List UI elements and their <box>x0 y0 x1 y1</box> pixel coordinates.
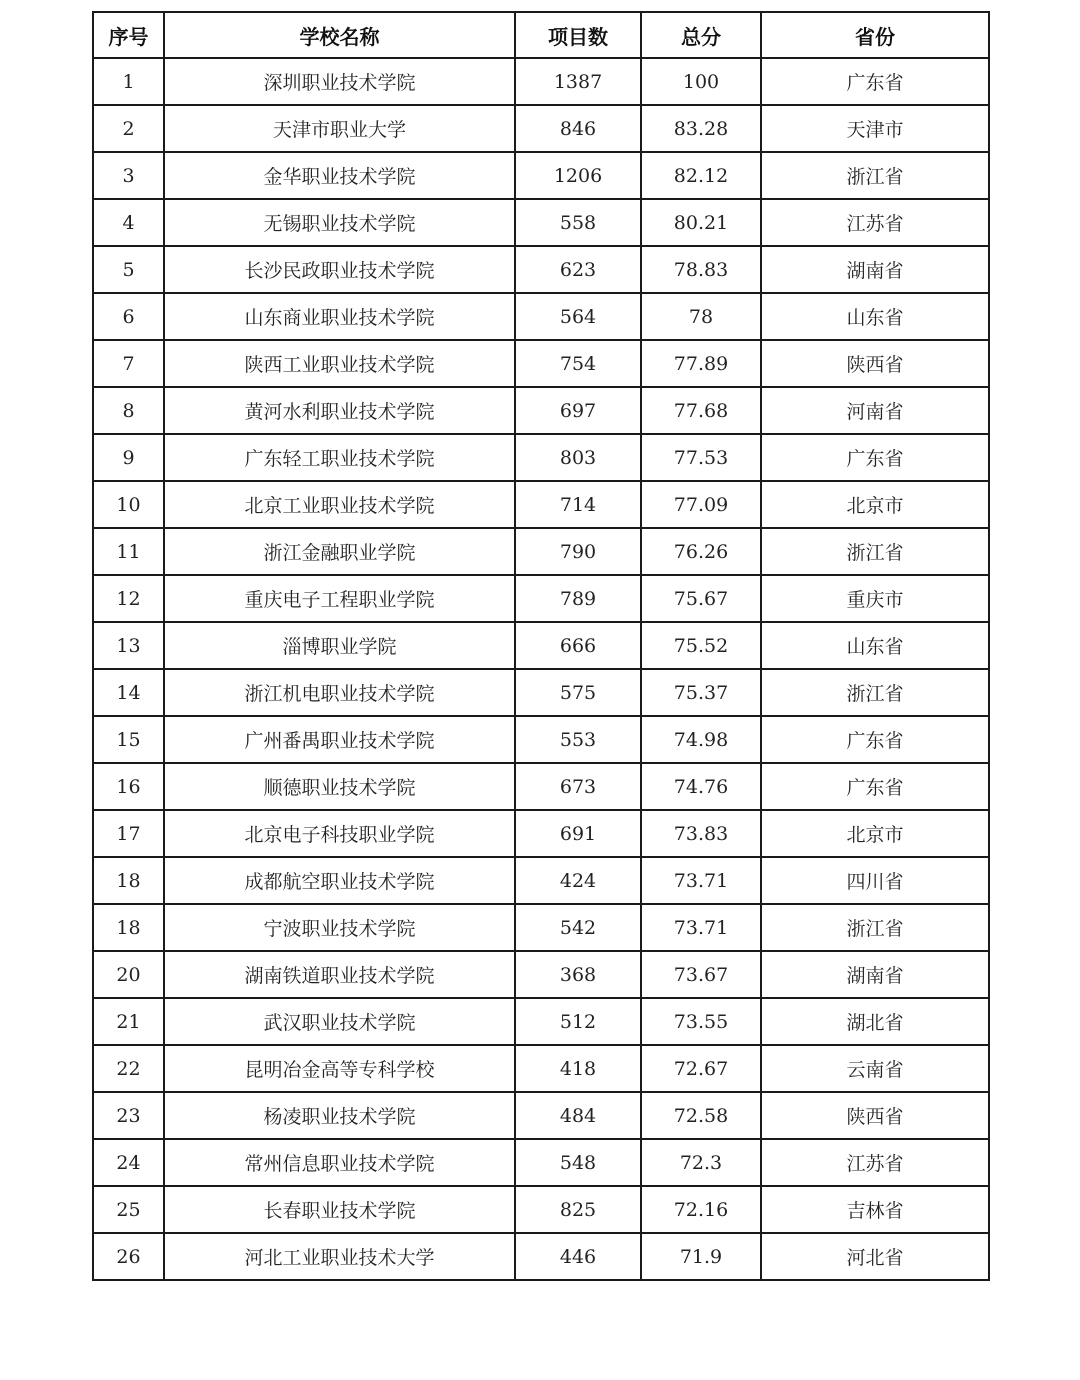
cell-province: 湖南省 <box>761 246 989 293</box>
table-row <box>93 152 989 199</box>
cell-rank: 20 <box>93 951 164 998</box>
cell-rank: 25 <box>93 1186 164 1233</box>
cell-province: 湖南省 <box>761 951 989 998</box>
cell-rank: 8 <box>93 387 164 434</box>
cell-school-name: 昆明冶金高等专科学校 <box>164 1045 515 1092</box>
cell-school-name: 浙江机电职业技术学院 <box>164 669 515 716</box>
table-row <box>93 998 989 1045</box>
cell-rank: 24 <box>93 1139 164 1186</box>
cell-school-name: 深圳职业技术学院 <box>164 58 515 105</box>
cell-school-name: 广东轻工职业技术学院 <box>164 434 515 481</box>
cell-rank: 23 <box>93 1092 164 1139</box>
cell-total-score: 76.26 <box>641 528 761 575</box>
table-row <box>93 1186 989 1233</box>
cell-project-count: 803 <box>515 434 641 481</box>
cell-rank: 11 <box>93 528 164 575</box>
cell-rank: 15 <box>93 716 164 763</box>
cell-province: 陕西省 <box>761 340 989 387</box>
cell-rank: 1 <box>93 58 164 105</box>
cell-rank: 26 <box>93 1233 164 1280</box>
cell-province: 陕西省 <box>761 1092 989 1139</box>
header-project-count: 项目数 <box>515 12 641 58</box>
cell-rank: 6 <box>93 293 164 340</box>
cell-province: 浙江省 <box>761 904 989 951</box>
cell-project-count: 1387 <box>515 58 641 105</box>
cell-total-score: 75.52 <box>641 622 761 669</box>
table-row <box>93 951 989 998</box>
table-row <box>93 481 989 528</box>
cell-school-name: 顺德职业技术学院 <box>164 763 515 810</box>
cell-school-name: 金华职业技术学院 <box>164 152 515 199</box>
cell-total-score: 73.71 <box>641 904 761 951</box>
cell-total-score: 78.83 <box>641 246 761 293</box>
cell-school-name: 成都航空职业技术学院 <box>164 857 515 904</box>
ranking-table <box>92 11 990 1281</box>
cell-school-name: 宁波职业技术学院 <box>164 904 515 951</box>
cell-project-count: 691 <box>515 810 641 857</box>
table-header-row <box>93 12 989 58</box>
cell-rank: 12 <box>93 575 164 622</box>
header-rank: 序号 <box>93 12 164 58</box>
cell-project-count: 666 <box>515 622 641 669</box>
cell-rank: 22 <box>93 1045 164 1092</box>
header-province: 省份 <box>761 12 989 58</box>
cell-total-score: 78 <box>641 293 761 340</box>
cell-project-count: 548 <box>515 1139 641 1186</box>
cell-total-score: 77.68 <box>641 387 761 434</box>
cell-school-name: 长春职业技术学院 <box>164 1186 515 1233</box>
cell-project-count: 512 <box>515 998 641 1045</box>
cell-total-score: 77.09 <box>641 481 761 528</box>
cell-project-count: 754 <box>515 340 641 387</box>
cell-school-name: 武汉职业技术学院 <box>164 998 515 1045</box>
cell-rank: 21 <box>93 998 164 1045</box>
table-row <box>93 716 989 763</box>
cell-total-score: 72.58 <box>641 1092 761 1139</box>
cell-province: 吉林省 <box>761 1186 989 1233</box>
cell-total-score: 71.9 <box>641 1233 761 1280</box>
cell-rank: 7 <box>93 340 164 387</box>
cell-project-count: 484 <box>515 1092 641 1139</box>
table-row <box>93 246 989 293</box>
cell-rank: 17 <box>93 810 164 857</box>
cell-province: 浙江省 <box>761 152 989 199</box>
cell-rank: 10 <box>93 481 164 528</box>
cell-province: 湖北省 <box>761 998 989 1045</box>
cell-school-name: 北京工业职业技术学院 <box>164 481 515 528</box>
table-row <box>93 669 989 716</box>
cell-province: 重庆市 <box>761 575 989 622</box>
table-row <box>93 622 989 669</box>
cell-rank: 18 <box>93 857 164 904</box>
cell-total-score: 73.55 <box>641 998 761 1045</box>
cell-school-name: 湖南铁道职业技术学院 <box>164 951 515 998</box>
cell-school-name: 浙江金融职业学院 <box>164 528 515 575</box>
cell-province: 广东省 <box>761 58 989 105</box>
cell-school-name: 长沙民政职业技术学院 <box>164 246 515 293</box>
cell-rank: 2 <box>93 105 164 152</box>
cell-rank: 13 <box>93 622 164 669</box>
cell-province: 北京市 <box>761 810 989 857</box>
cell-project-count: 789 <box>515 575 641 622</box>
cell-province: 江苏省 <box>761 199 989 246</box>
cell-province: 山东省 <box>761 293 989 340</box>
cell-total-score: 72.16 <box>641 1186 761 1233</box>
cell-total-score: 100 <box>641 58 761 105</box>
table-row <box>93 199 989 246</box>
cell-school-name: 北京电子科技职业学院 <box>164 810 515 857</box>
cell-province: 广东省 <box>761 716 989 763</box>
cell-total-score: 74.98 <box>641 716 761 763</box>
cell-project-count: 553 <box>515 716 641 763</box>
cell-province: 广东省 <box>761 763 989 810</box>
cell-province: 江苏省 <box>761 1139 989 1186</box>
table-row <box>93 857 989 904</box>
cell-total-score: 73.71 <box>641 857 761 904</box>
table-row <box>93 575 989 622</box>
cell-province: 广东省 <box>761 434 989 481</box>
table-row <box>93 1045 989 1092</box>
cell-rank: 4 <box>93 199 164 246</box>
cell-province: 北京市 <box>761 481 989 528</box>
cell-school-name: 黄河水利职业技术学院 <box>164 387 515 434</box>
cell-school-name: 重庆电子工程职业学院 <box>164 575 515 622</box>
cell-province: 浙江省 <box>761 669 989 716</box>
table-row <box>93 58 989 105</box>
table-row <box>93 340 989 387</box>
cell-rank: 16 <box>93 763 164 810</box>
cell-project-count: 418 <box>515 1045 641 1092</box>
cell-school-name: 无锡职业技术学院 <box>164 199 515 246</box>
cell-project-count: 790 <box>515 528 641 575</box>
cell-province: 山东省 <box>761 622 989 669</box>
cell-total-score: 77.89 <box>641 340 761 387</box>
cell-project-count: 368 <box>515 951 641 998</box>
header-total-score: 总分 <box>641 12 761 58</box>
cell-project-count: 846 <box>515 105 641 152</box>
cell-project-count: 424 <box>515 857 641 904</box>
table-row <box>93 763 989 810</box>
cell-rank: 9 <box>93 434 164 481</box>
cell-project-count: 446 <box>515 1233 641 1280</box>
table-row <box>93 105 989 152</box>
cell-school-name: 河北工业职业技术大学 <box>164 1233 515 1280</box>
cell-school-name: 天津市职业大学 <box>164 105 515 152</box>
cell-rank: 18 <box>93 904 164 951</box>
cell-total-score: 72.67 <box>641 1045 761 1092</box>
table-row <box>93 387 989 434</box>
cell-project-count: 697 <box>515 387 641 434</box>
cell-project-count: 558 <box>515 199 641 246</box>
cell-school-name: 常州信息职业技术学院 <box>164 1139 515 1186</box>
cell-total-score: 80.21 <box>641 199 761 246</box>
cell-school-name: 陕西工业职业技术学院 <box>164 340 515 387</box>
table-body <box>93 58 989 1280</box>
cell-rank: 3 <box>93 152 164 199</box>
cell-province: 浙江省 <box>761 528 989 575</box>
cell-rank: 5 <box>93 246 164 293</box>
header-school-name: 学校名称 <box>164 12 515 58</box>
cell-project-count: 542 <box>515 904 641 951</box>
table-row <box>93 1139 989 1186</box>
table-row <box>93 1092 989 1139</box>
table-row <box>93 293 989 340</box>
cell-school-name: 广州番禺职业技术学院 <box>164 716 515 763</box>
cell-total-score: 77.53 <box>641 434 761 481</box>
cell-total-score: 75.37 <box>641 669 761 716</box>
cell-province: 河南省 <box>761 387 989 434</box>
table-row <box>93 810 989 857</box>
cell-total-score: 83.28 <box>641 105 761 152</box>
cell-total-score: 73.67 <box>641 951 761 998</box>
cell-school-name: 杨凌职业技术学院 <box>164 1092 515 1139</box>
cell-project-count: 564 <box>515 293 641 340</box>
table-row <box>93 528 989 575</box>
table-row <box>93 1233 989 1280</box>
cell-project-count: 714 <box>515 481 641 528</box>
cell-total-score: 72.3 <box>641 1139 761 1186</box>
cell-province: 四川省 <box>761 857 989 904</box>
cell-total-score: 82.12 <box>641 152 761 199</box>
cell-province: 天津市 <box>761 105 989 152</box>
table-row <box>93 434 989 481</box>
cell-project-count: 575 <box>515 669 641 716</box>
cell-rank: 14 <box>93 669 164 716</box>
cell-province: 河北省 <box>761 1233 989 1280</box>
cell-project-count: 825 <box>515 1186 641 1233</box>
cell-project-count: 1206 <box>515 152 641 199</box>
cell-total-score: 73.83 <box>641 810 761 857</box>
cell-project-count: 623 <box>515 246 641 293</box>
table-row <box>93 904 989 951</box>
cell-province: 云南省 <box>761 1045 989 1092</box>
cell-total-score: 74.76 <box>641 763 761 810</box>
cell-project-count: 673 <box>515 763 641 810</box>
cell-school-name: 淄博职业学院 <box>164 622 515 669</box>
cell-total-score: 75.67 <box>641 575 761 622</box>
cell-school-name: 山东商业职业技术学院 <box>164 293 515 340</box>
